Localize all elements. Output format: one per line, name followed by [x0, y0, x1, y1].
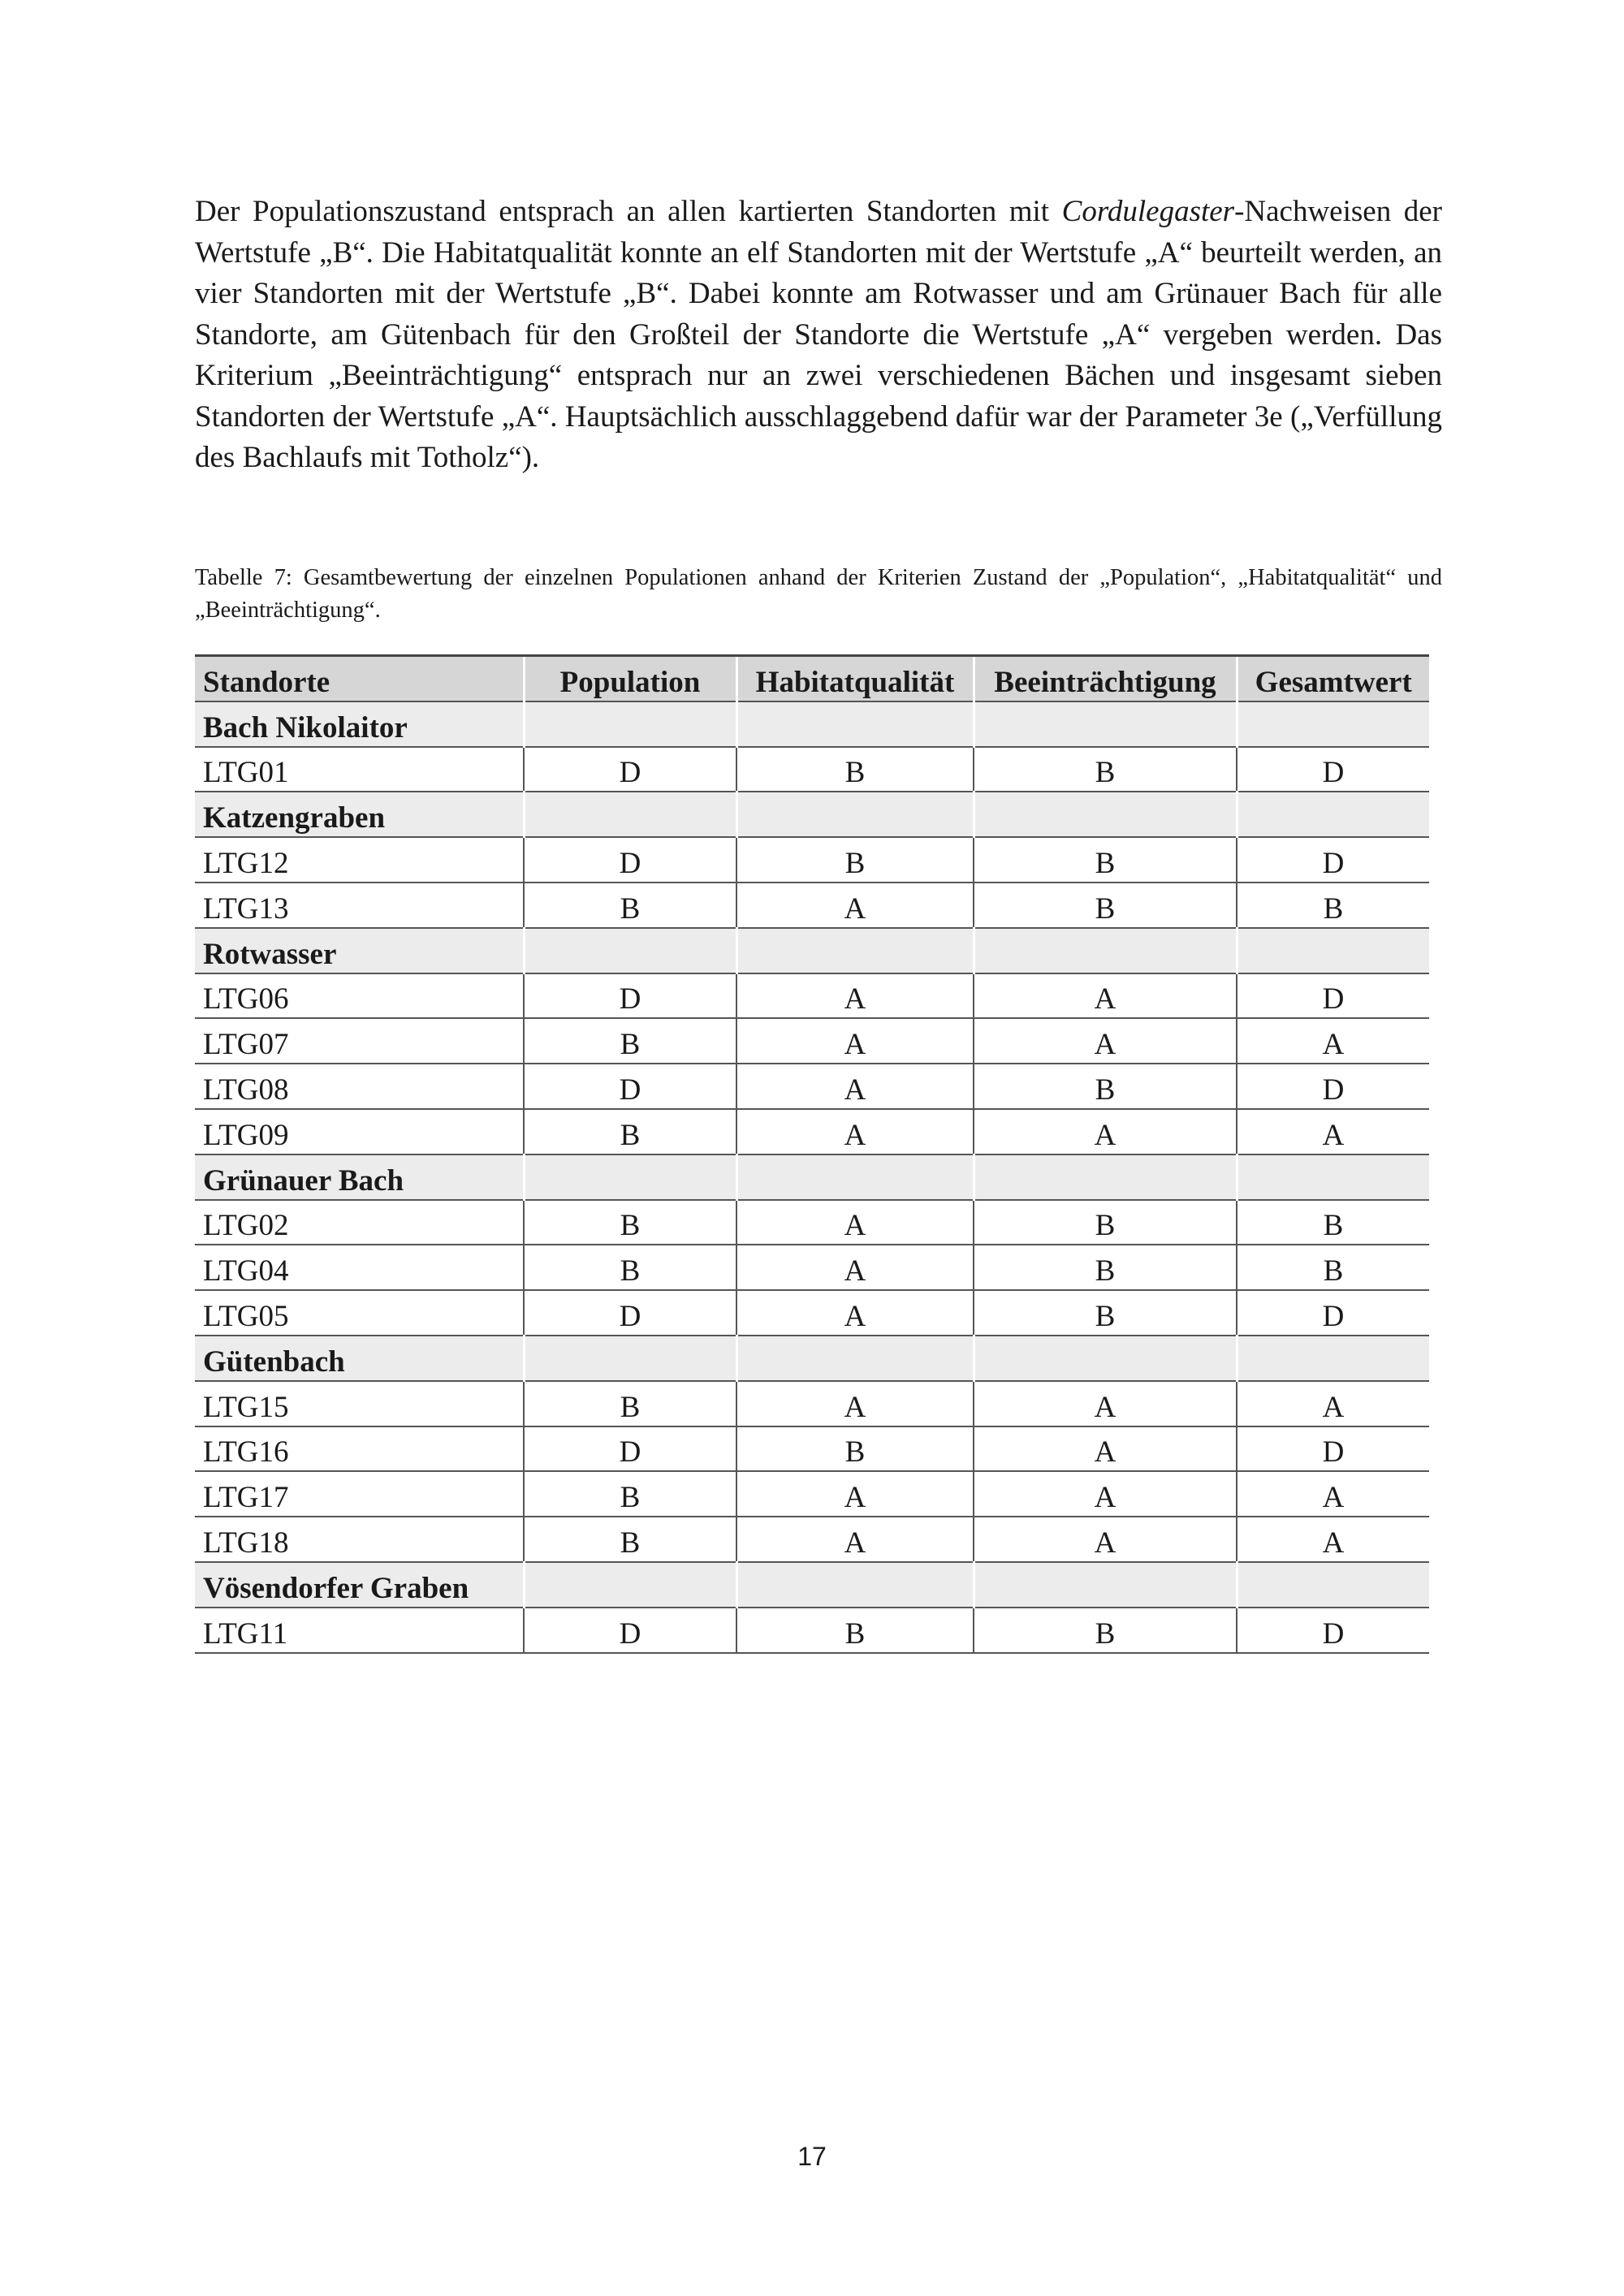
- habitat-value: B: [736, 747, 974, 792]
- table-row: [195, 1517, 1429, 1562]
- habitat-value: A: [736, 1064, 974, 1109]
- total-value: D: [1237, 1290, 1429, 1336]
- table-row: [195, 1290, 1429, 1336]
- group-empty-cell: [974, 1154, 1237, 1200]
- impairment-value: B: [974, 747, 1237, 792]
- habitat-value: A: [736, 973, 974, 1019]
- header-standorte: Standorte: [195, 656, 524, 701]
- group-row: [195, 701, 1429, 747]
- table-row: [195, 1245, 1429, 1290]
- impairment-value: A: [974, 1471, 1237, 1517]
- habitat-value: A: [736, 1471, 974, 1517]
- population-value: D: [524, 837, 736, 883]
- assessment-table: [195, 654, 1429, 1654]
- impairment-value: B: [974, 1608, 1237, 1653]
- group-row: [195, 928, 1429, 973]
- population-value: B: [524, 1109, 736, 1154]
- table-header-row: [195, 656, 1429, 701]
- table-row: [195, 1381, 1429, 1426]
- population-value: B: [524, 883, 736, 928]
- group-empty-cell: [1237, 928, 1429, 973]
- table-body: [195, 701, 1429, 1653]
- site-id: LTG07: [195, 1018, 524, 1064]
- group-empty-cell: [736, 792, 974, 837]
- table-row: [195, 973, 1429, 1019]
- impairment-value: A: [974, 973, 1237, 1019]
- group-empty-cell: [974, 701, 1237, 747]
- total-value: A: [1237, 1109, 1429, 1154]
- group-name: Vösendorfer Graben: [195, 1562, 524, 1608]
- species-name: Cordulegaster: [1061, 195, 1235, 228]
- table-row: [195, 1426, 1429, 1472]
- population-value: D: [524, 1290, 736, 1336]
- population-value: B: [524, 1381, 736, 1426]
- total-value: B: [1237, 1200, 1429, 1245]
- table-row: [195, 1200, 1429, 1245]
- site-id: LTG02: [195, 1200, 524, 1245]
- impairment-value: A: [974, 1426, 1237, 1472]
- paragraph-part2: -Nachweisen der Wertstufe „B“. Die Habitatqualität konnte an elf Standorten mit der Wertstufe „A“ beurteilt werden, an vier Standorten mit der Wertstufe „B“. Dabei konnte am Rotwasser und am Grünauer Bach für alle Standorte, am Gütenbach für den Großteil der Standorte die Wertstufe „A“ vergeben werden. Das Kriterium „Beeinträchtigung“ entsprach nur an zwei verschiedenen Bächen und insgesamt sieben Standorten der Wertstufe „A“. Hauptsächlich ausschlaggebend dafür war der Parameter 3e („Verfüllung des Bachlaufs mit Totholz“).: [195, 195, 1443, 474]
- impairment-value: B: [974, 1064, 1237, 1109]
- total-value: A: [1237, 1381, 1429, 1426]
- total-value: D: [1237, 1426, 1429, 1472]
- table-row: [195, 883, 1429, 928]
- group-row: [195, 792, 1429, 837]
- site-id: LTG13: [195, 883, 524, 928]
- site-id: LTG04: [195, 1245, 524, 1290]
- habitat-value: A: [736, 1109, 974, 1154]
- population-value: D: [524, 1426, 736, 1472]
- table-row: [195, 1608, 1429, 1653]
- total-value: D: [1237, 1608, 1429, 1653]
- site-id: LTG15: [195, 1381, 524, 1426]
- site-id: LTG17: [195, 1471, 524, 1517]
- group-empty-cell: [974, 928, 1237, 973]
- habitat-value: A: [736, 1517, 974, 1562]
- habitat-value: A: [736, 1018, 974, 1064]
- group-empty-cell: [736, 1154, 974, 1200]
- group-empty-cell: [524, 1336, 736, 1381]
- group-row: [195, 1154, 1429, 1200]
- group-name: Rotwasser: [195, 928, 524, 973]
- table-row: [195, 1109, 1429, 1154]
- total-value: D: [1237, 1064, 1429, 1109]
- table-row: [195, 837, 1429, 883]
- site-id: LTG11: [195, 1608, 524, 1653]
- group-row: [195, 1562, 1429, 1608]
- group-row: [195, 1336, 1429, 1381]
- total-value: D: [1237, 973, 1429, 1019]
- group-name: Gütenbach: [195, 1336, 524, 1381]
- table-row: [195, 747, 1429, 792]
- site-id: LTG05: [195, 1290, 524, 1336]
- site-id: LTG12: [195, 837, 524, 883]
- population-value: B: [524, 1517, 736, 1562]
- population-value: B: [524, 1018, 736, 1064]
- impairment-value: B: [974, 1245, 1237, 1290]
- habitat-value: A: [736, 1381, 974, 1426]
- group-name: Bach Nikolaitor: [195, 701, 524, 747]
- group-empty-cell: [1237, 1336, 1429, 1381]
- site-id: LTG09: [195, 1109, 524, 1154]
- impairment-value: A: [974, 1381, 1237, 1426]
- habitat-value: A: [736, 1245, 974, 1290]
- header-beeintraechtigung: Beeinträchtigung: [974, 656, 1237, 701]
- impairment-value: B: [974, 1290, 1237, 1336]
- header-population: Population: [524, 656, 736, 701]
- population-value: D: [524, 973, 736, 1019]
- total-value: A: [1237, 1517, 1429, 1562]
- impairment-value: B: [974, 1200, 1237, 1245]
- population-value: D: [524, 747, 736, 792]
- group-name: Katzengraben: [195, 792, 524, 837]
- group-empty-cell: [1237, 1154, 1429, 1200]
- population-value: D: [524, 1064, 736, 1109]
- group-name: Grünauer Bach: [195, 1154, 524, 1200]
- impairment-value: A: [974, 1018, 1237, 1064]
- group-empty-cell: [974, 1336, 1237, 1381]
- site-id: LTG01: [195, 747, 524, 792]
- total-value: B: [1237, 883, 1429, 928]
- habitat-value: A: [736, 883, 974, 928]
- habitat-value: A: [736, 1200, 974, 1245]
- group-empty-cell: [1237, 1562, 1429, 1608]
- table-row: [195, 1471, 1429, 1517]
- group-empty-cell: [974, 1562, 1237, 1608]
- population-value: B: [524, 1200, 736, 1245]
- body-paragraph: [195, 192, 1442, 479]
- group-empty-cell: [974, 792, 1237, 837]
- table-row: [195, 1064, 1429, 1109]
- group-empty-cell: [1237, 792, 1429, 837]
- site-id: LTG08: [195, 1064, 524, 1109]
- paragraph-part1: Der Populationszustand entsprach an allen kartierten Standorten mit: [195, 195, 1062, 228]
- total-value: A: [1237, 1018, 1429, 1064]
- group-empty-cell: [524, 928, 736, 973]
- population-value: B: [524, 1471, 736, 1517]
- habitat-value: B: [736, 1426, 974, 1472]
- population-value: D: [524, 1608, 736, 1653]
- habitat-value: B: [736, 837, 974, 883]
- group-empty-cell: [736, 928, 974, 973]
- impairment-value: A: [974, 1109, 1237, 1154]
- impairment-value: A: [974, 1517, 1237, 1562]
- site-id: LTG16: [195, 1426, 524, 1472]
- table-caption: Tabelle 7: Gesamtbewertung der einzelnen Populationen anhand der Kriterien Zustand der „Population“, „Habitatqualität“ und „Beeinträchtigung“.: [195, 565, 1442, 623]
- habitat-value: B: [736, 1608, 974, 1653]
- impairment-value: B: [974, 837, 1237, 883]
- group-empty-cell: [1237, 701, 1429, 747]
- group-empty-cell: [736, 1336, 974, 1381]
- total-value: D: [1237, 747, 1429, 792]
- group-empty-cell: [736, 1562, 974, 1608]
- table-row: [195, 1018, 1429, 1064]
- group-empty-cell: [524, 701, 736, 747]
- group-empty-cell: [524, 792, 736, 837]
- page-number: 17: [797, 2142, 827, 2171]
- total-value: B: [1237, 1245, 1429, 1290]
- group-empty-cell: [524, 1562, 736, 1608]
- total-value: A: [1237, 1471, 1429, 1517]
- site-id: LTG18: [195, 1517, 524, 1562]
- population-value: B: [524, 1245, 736, 1290]
- header-gesamtwert: Gesamtwert: [1237, 656, 1429, 701]
- site-id: LTG06: [195, 973, 524, 1019]
- group-empty-cell: [736, 701, 974, 747]
- total-value: D: [1237, 837, 1429, 883]
- habitat-value: A: [736, 1290, 974, 1336]
- group-empty-cell: [524, 1154, 736, 1200]
- impairment-value: B: [974, 883, 1237, 928]
- header-habitatqualitaet: Habitatqualität: [736, 656, 974, 701]
